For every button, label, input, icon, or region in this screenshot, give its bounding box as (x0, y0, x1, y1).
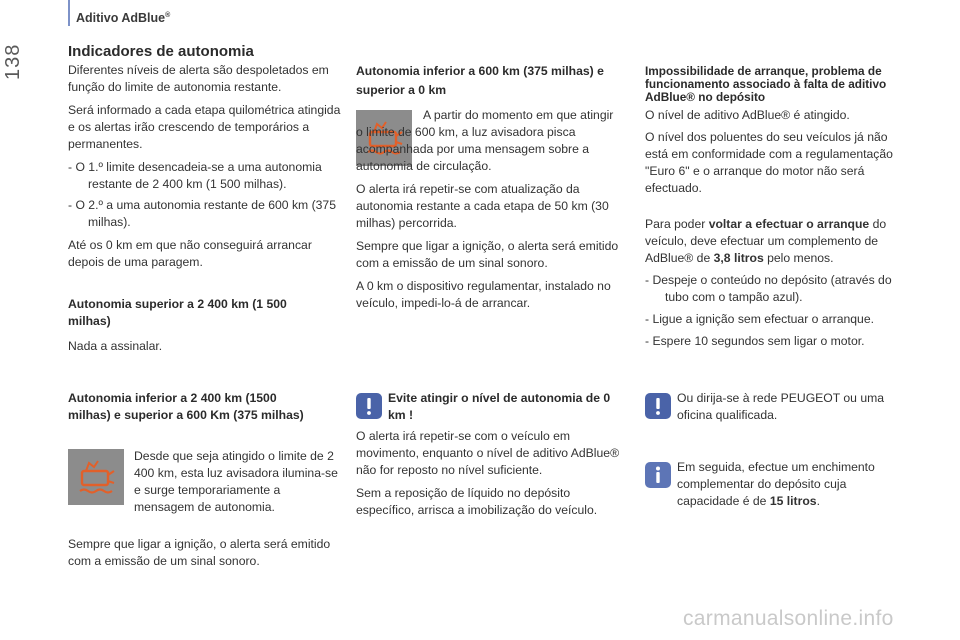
left-subsection-2-text (134, 448, 339, 516)
paragraph (645, 216, 910, 267)
page-number: 138 (2, 43, 24, 81)
text-run: . (816, 494, 820, 508)
paragraph: Sempre que ligar a ignição, o alerta será emitido com a emissão de um sinal sonoro. (68, 537, 331, 568)
paragraph: O nível dos poluentes do seu veículos já não está em conformidade com a regulamentação "Euro 6" e o arranque do motor não será efectuado. (645, 130, 893, 195)
middle-warning-body (356, 428, 631, 519)
running-header (76, 11, 170, 25)
right-warning-note (677, 390, 917, 424)
text-run: pelo menos. (763, 251, 834, 265)
text-run: Em seguida, efectue um enchimento complementar do depósito cuja capacidade é de (677, 460, 875, 508)
paragraph-text: A partir do momento em que atingir o limite de 600 km, a luz avisadora pisca acompanhada por uma mensagem sobre a autonomia de circulação. (356, 108, 614, 173)
middle-heading-block (356, 62, 626, 100)
intro-paragraph: Até os 0 km em que não conseguirá arrancar depois de uma paragem. (68, 238, 312, 269)
watermark: carmanualsonline.info (683, 607, 894, 630)
middle-warning-title (388, 390, 628, 424)
right-column (645, 107, 910, 350)
list-item: - Ligue a ignição sem efectuar o arranque. (645, 312, 874, 326)
left-subsection-2-heading (68, 390, 308, 424)
left-subsection-1 (68, 296, 288, 355)
paragraph: Sem a reposição de líquido no depósito específico, arrisca a imobilização do veículo. (356, 486, 598, 517)
paragraph: Desde que seja atingido o limite de 2 400 km, esta luz avisadora ilumina-se e surge temporariamente a mensagem de autonomia. (134, 449, 338, 514)
warning-exclamation-icon (645, 393, 671, 419)
paragraph: Ou dirija-se à rede PEUGEOT ou uma oficina qualificada. (677, 391, 885, 422)
right-info-note (677, 459, 907, 510)
left-subsection-2-footer (68, 536, 343, 570)
left-column (68, 62, 343, 271)
middle-column (356, 107, 626, 312)
warning-exclamation-icon (356, 393, 382, 419)
header-text: Aditivo AdBlue (76, 11, 166, 25)
paragraph: O alerta irá repetir-se com atualização da autonomia restante a cada etapa de 50 km (30 milhas) percorrida. (356, 182, 609, 230)
paragraph: Sempre que ligar a ignição, o alerta será emitido com a emissão de um sinal sonoro. (356, 239, 619, 270)
info-icon (645, 462, 671, 488)
text-run: do veículo, deve efectuar um complemento de AdBlue® de (645, 217, 887, 265)
subsection-heading: Autonomia inferior a 600 km (375 milhas) e superior a 0 km (356, 64, 604, 97)
emphasis: 15 litros (769, 494, 817, 508)
paragraph (677, 459, 907, 510)
paragraph (356, 107, 626, 175)
emphasis: voltar a efectuar o arranque (708, 217, 870, 231)
adblue-warning-lamp-icon (68, 449, 124, 505)
paragraph: O alerta irá repetir-se com o veículo em movimento, enquanto o nível de aditivo AdBlue® não for reposto no nível suficiente. (356, 429, 620, 477)
subsection-heading: Impossibilidade de arranque, problema de funcionamento associado à falta de aditivo AdBlue® no depósito (645, 64, 887, 104)
subsection-heading: Autonomia superior a 2 400 km (1 500 milhas) (68, 297, 287, 328)
text-run: Para poder (645, 217, 709, 231)
header-registered: ® (165, 11, 171, 19)
right-heading-block (645, 65, 915, 104)
list-item: - Espere 10 segundos sem ligar o motor. (645, 334, 865, 348)
paragraph: O nível de aditivo AdBlue® é atingido. (645, 108, 850, 122)
paragraph: A 0 km o dispositivo regulamentar, instalado no veículo, impedi-lo-á de arrancar. (356, 279, 611, 310)
intro-paragraph: Diferentes níveis de alerta são despoletados em função do limite de autonomia restante. (68, 63, 329, 94)
section-title: Indicadores de autonomia (68, 43, 254, 60)
intro-paragraph: Será informado a cada etapa quilométrica atingida e os alertas irão crescendo de temporários a permanentes. (68, 103, 341, 151)
list-item: - Despeje o conteúdo no depósito (através do tubo com o tampão azul). (645, 273, 892, 304)
list-item: - O 1.º limite desencadeia-se a uma autonomia restante de 2 400 km (1 500 milhas). (68, 160, 322, 191)
emphasis: 3,8 litros (713, 251, 764, 265)
subsection-heading: Autonomia inferior a 2 400 km (1500 milhas) e superior a 600 Km (375 milhas) (68, 391, 304, 422)
paragraph: Nada a assinalar. (68, 339, 163, 353)
list-item: - O 2.º a uma autonomia restante de 600 km (375 milhas). (68, 198, 336, 229)
warning-heading: Evite atingir o nível de autonomia de 0 km ! (388, 391, 611, 422)
margin-line (68, 0, 70, 26)
